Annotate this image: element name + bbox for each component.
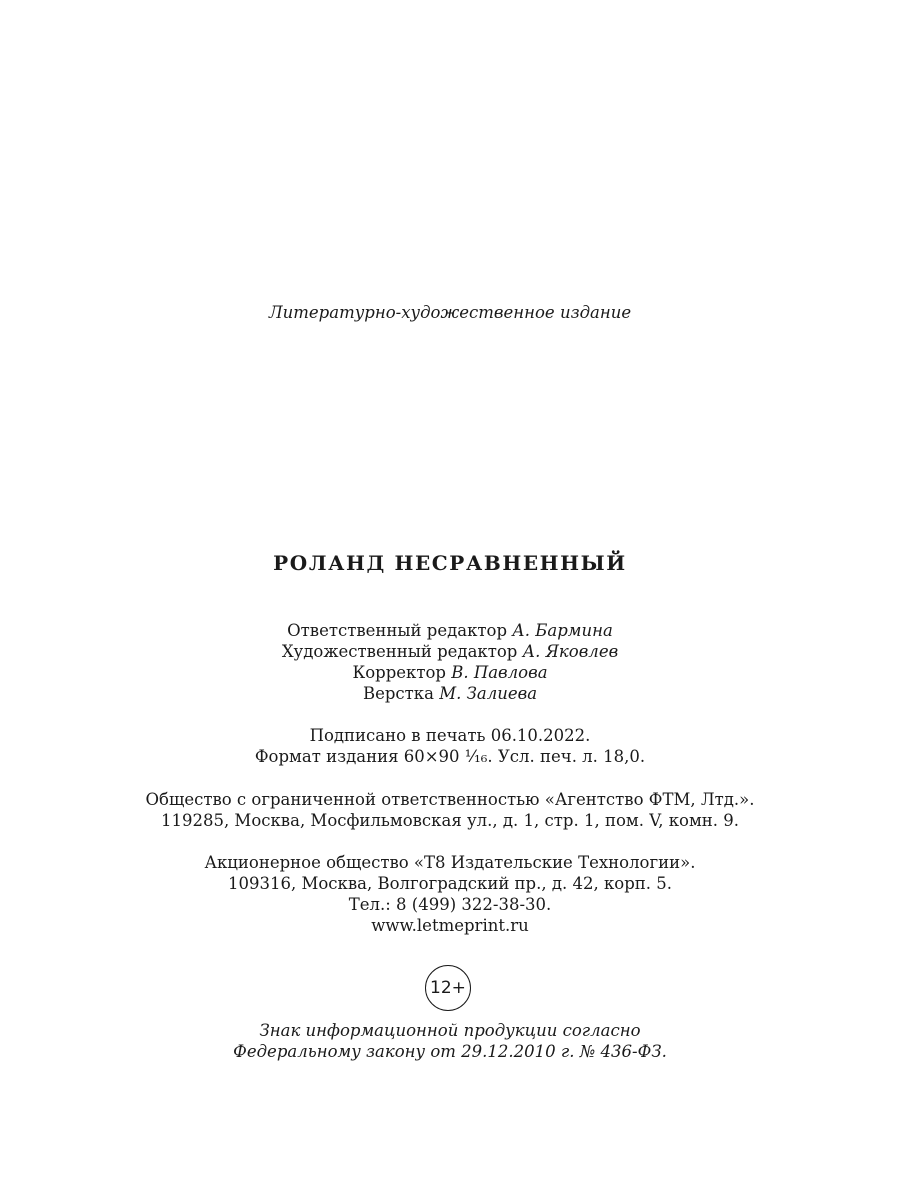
publisher-name: Общество с ограниченной ответственностью «Агентство ФТМ, Лтд.». [145,790,755,809]
rating-note-line: Федеральному закону от 29.12.2010 г. № 436-ФЗ. [233,1042,667,1061]
credit-role: Верстка [362,684,434,703]
credit-role: Художественный редактор [281,642,518,661]
credit-name: М. Залиева [439,684,538,703]
print-format: Формат издания 60×90 ¹⁄₁₆. Усл. печ. л. 18,0. [254,747,646,766]
credit-name: А. Бармина [512,621,613,640]
credit-line [0,620,900,641]
credit-line [0,662,900,683]
credit-line [0,641,900,662]
credit-role: Ответственный редактор [287,621,508,640]
age-rating-label: 12+ [430,978,466,998]
credit-line [0,683,900,704]
printer-name: Акционерное общество «Т8 Издательские Технологии». [204,853,696,872]
age-rating-badge [425,965,471,1011]
credit-name: В. Павлова [451,663,548,682]
rating-note-line: Знак информационной продукции согласно [259,1021,641,1040]
edition-type: Литературно-художественное издание [268,303,632,322]
printer-website: www.letmeprint.ru [371,916,529,935]
credit-name: А. Яковлев [522,642,619,661]
printer-phone: Тел.: 8 (499) 322-38-30. [348,895,552,914]
publisher-address: 119285, Москва, Мосфильмовская ул., д. 1, стр. 1, пом. V, комн. 9. [160,811,740,830]
credit-role: Корректор [352,663,446,682]
print-signed: Подписано в печать 06.10.2022. [309,726,591,745]
printer-address: 109316, Москва, Волгоградский пр., д. 42, корп. 5. [227,874,673,893]
book-title: РОЛАНД НЕСРАВНЕННЫЙ [273,551,627,575]
